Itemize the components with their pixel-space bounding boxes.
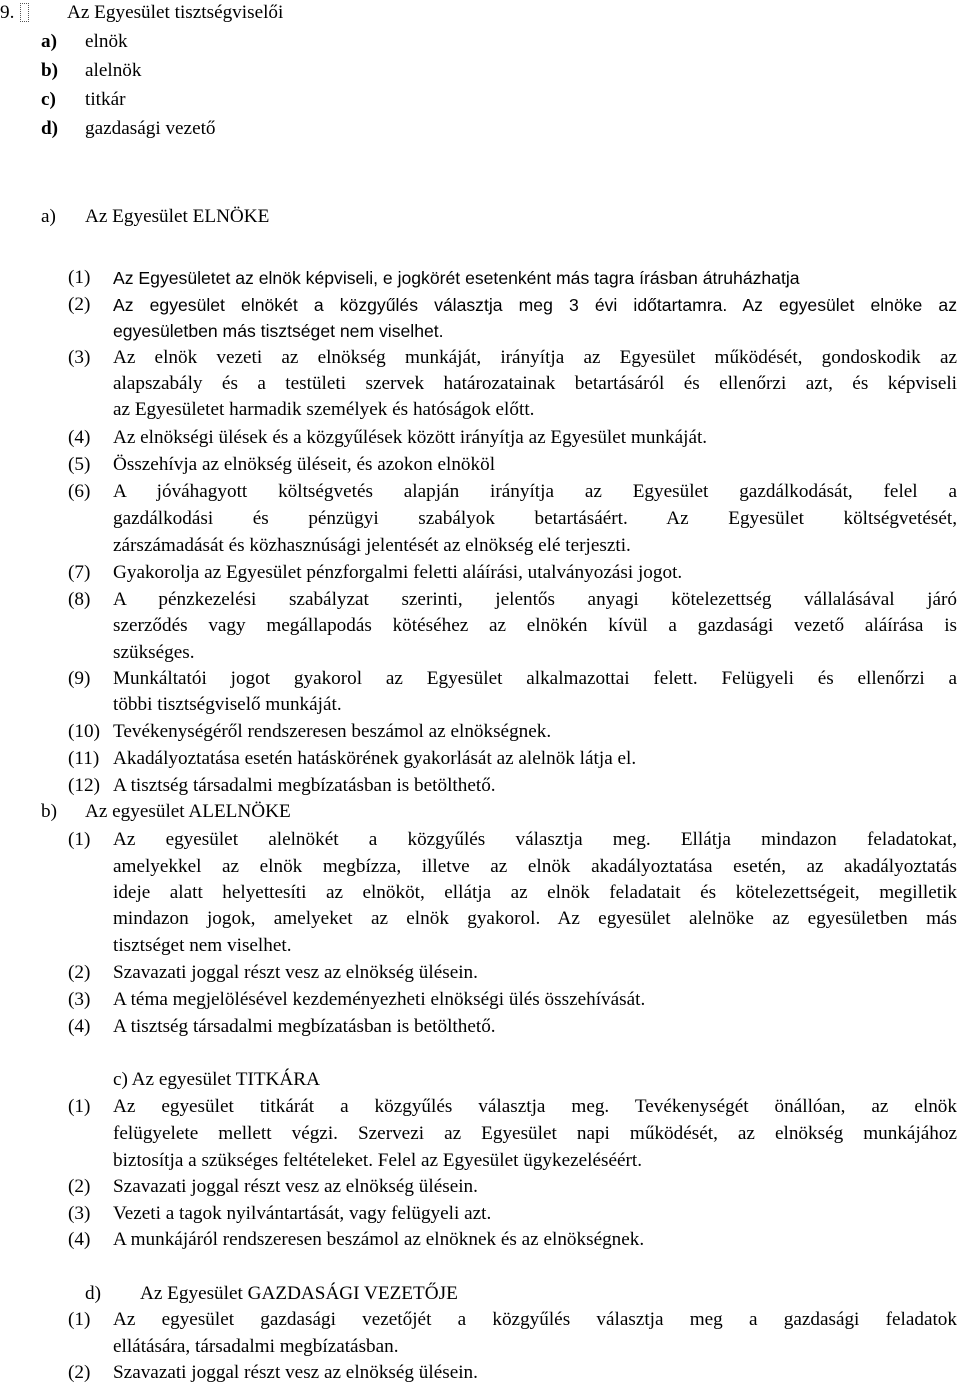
item-text: Szavazati joggal részt vesz az elnökség ülésein. <box>113 1362 478 1383</box>
item-text: A téma megjelölésével kezdeményezheti elnökségi ülés összehívását. <box>113 989 646 1010</box>
item-text: Gyakorolja az Egyesület pénzforgalmi feletti aláírási, utalványozási jogot. <box>113 562 683 583</box>
item-text: Szavazati joggal részt vesz az elnökség ülésein. <box>113 962 478 983</box>
item-text: Az elnök vezeti az elnökség munkáját, irányítja az Egyesület működését, gondoskodik az <box>113 347 957 368</box>
section-marker: b) <box>41 801 57 822</box>
section-heading: c) Az egyesület TITKÁRA <box>113 1069 320 1090</box>
item-text: mindazon jogok, amelyeket az elnök gyakorol. Az egyesület alelnöke az egyesületben más <box>113 908 957 929</box>
item-text: A tisztség társadalmi megbízatásban is betölthető. <box>113 775 496 796</box>
list-marker: d) <box>41 118 59 139</box>
item-number: (1) <box>68 267 91 288</box>
section-number: 9. <box>0 2 15 23</box>
item-text: zárszámadását és közhasznúsági jelentését az elnökség elé terjeszti. <box>113 535 631 556</box>
list-item: gazdasági vezető <box>85 118 216 139</box>
item-text: biztosítja a szükséges feltételeket. Felel az Egyesület ügykezeléséért. <box>113 1150 643 1171</box>
item-text: Szavazati joggal részt vesz az elnökség ülésein. <box>113 1176 478 1197</box>
item-number: (1) <box>68 1096 91 1117</box>
item-text: A jóváhagyott költségvetés alapján irányítja az Egyesület gazdálkodását, felel a <box>113 481 957 502</box>
item-text: Az egyesület elnökét a közgyűlés választja meg 3 évi időtartamra. Az egyesület elnöke az <box>113 295 957 315</box>
item-number: (10) <box>68 721 100 742</box>
item-number: (8) <box>68 589 91 610</box>
item-number: (2) <box>68 1362 91 1383</box>
section-marker: a) <box>41 206 56 227</box>
section-heading: Az Egyesület GAZDASÁGI VEZETŐJE <box>140 1283 458 1304</box>
item-number: (1) <box>68 829 91 850</box>
item-number: (3) <box>68 989 91 1010</box>
item-text: A tisztség társadalmi megbízatásban is betölthető. <box>113 1016 496 1037</box>
item-text: alapszabály és a testületi szervek határozatainak betartásáról és ellenőrzi azt, és képviseli <box>113 373 957 394</box>
item-number: (4) <box>68 1229 91 1250</box>
item-text: Az egyesület titkárát a közgyűlés választja meg. Tevékenységét önállóan, az elnök <box>113 1096 957 1117</box>
item-number: (4) <box>68 1016 91 1037</box>
item-text: A munkájáról rendszeresen beszámol az elnöknek és az elnökségnek. <box>113 1229 645 1250</box>
item-number: (11) <box>68 748 100 769</box>
item-number: (7) <box>68 562 91 583</box>
item-text: egyesületben más tisztséget nem viselhet. <box>113 321 444 341</box>
item-number: (5) <box>68 454 91 475</box>
item-number: (2) <box>68 294 91 315</box>
list-marker: c) <box>41 89 56 110</box>
item-text: Az Egyesületet az elnök képviseli, e jogkörét esetenként más tagra írásban átruházhatja <box>113 268 800 288</box>
list-item: elnök <box>85 31 128 52</box>
item-text: A pénzkezelési szabályzat szerinti, jelentős anyagi kötelezettség vállalásával járó <box>113 589 957 610</box>
item-number: (3) <box>68 347 91 368</box>
item-text: Akadályoztatása esetén hatáskörének gyakorlását az alelnök látja el. <box>113 748 637 769</box>
section-heading: Az egyesület ALELNÖKE <box>85 801 291 822</box>
item-number: (2) <box>68 962 91 983</box>
item-text: Az egyesület alelnökét a közgyűlés választja meg. Ellátja mindazon feladatokat, <box>113 829 957 850</box>
item-text: szerződés vagy megállapodás kötéséhez az elnökén kívül a gazdasági vezető aláírása is <box>113 615 957 636</box>
item-number: (1) <box>68 1309 91 1330</box>
item-text: többi tisztségviselő munkáját. <box>113 694 342 715</box>
item-number: (3) <box>68 1203 91 1224</box>
item-text: gazdálkodási és pénzügyi szabályok betartásáért. Az Egyesület költségvetését, <box>113 508 957 529</box>
item-number: (6) <box>68 481 91 502</box>
item-text: Az egyesület gazdasági vezetőjét a közgyűlés választja meg a gazdasági feladatok <box>113 1309 957 1330</box>
item-text: felügyelete mellett végzi. Szervezi az Egyesület napi működését, az elnökség munkájához <box>113 1123 957 1144</box>
item-number: (9) <box>68 668 91 689</box>
item-text: Az elnökségi ülések és a közgyűlések között irányítja az Egyesület munkáját. <box>113 427 708 448</box>
item-text: Munkáltatói jogot gyakorol az Egyesület alkalmazottai felett. Felügyeli és ellenőrzi a <box>113 668 957 689</box>
item-text: Tevékenységéről rendszeresen beszámol az elnökségnek. <box>113 721 552 742</box>
list-marker: b) <box>41 60 59 81</box>
section-heading: Az Egyesület ELNÖKE <box>85 206 270 227</box>
list-marker: a) <box>41 31 57 52</box>
field-marker <box>20 3 29 22</box>
item-text: Összehívja az elnökség üléseit, és azokon elnököl <box>113 454 496 475</box>
item-number: (2) <box>68 1176 91 1197</box>
item-number: (12) <box>68 775 100 796</box>
item-number: (4) <box>68 427 91 448</box>
section-marker: d) <box>85 1283 101 1304</box>
item-text: szükséges. <box>113 642 195 663</box>
item-text: amelyekkel az elnök megbízza, illetve az elnök akadályoztatása esetén, az akadályoztatás <box>113 856 957 877</box>
item-text: Vezeti a tagok nyilvántartását, vagy felügyeli azt. <box>113 1203 492 1224</box>
list-item: titkár <box>85 89 126 110</box>
page-title: Az Egyesület tisztségviselői <box>67 2 284 23</box>
item-text: ellátására, társadalmi megbízatásban. <box>113 1336 399 1357</box>
item-text: ideje alatt helyettesíti az elnököt, ellátja az elnök feladatait és kötelezettségeit, megilletik <box>113 882 957 903</box>
item-text: tisztséget nem viselhet. <box>113 935 292 956</box>
item-text: az Egyesületet harmadik személyek és hatóságok előtt. <box>113 399 535 420</box>
list-item: alelnök <box>85 60 142 81</box>
